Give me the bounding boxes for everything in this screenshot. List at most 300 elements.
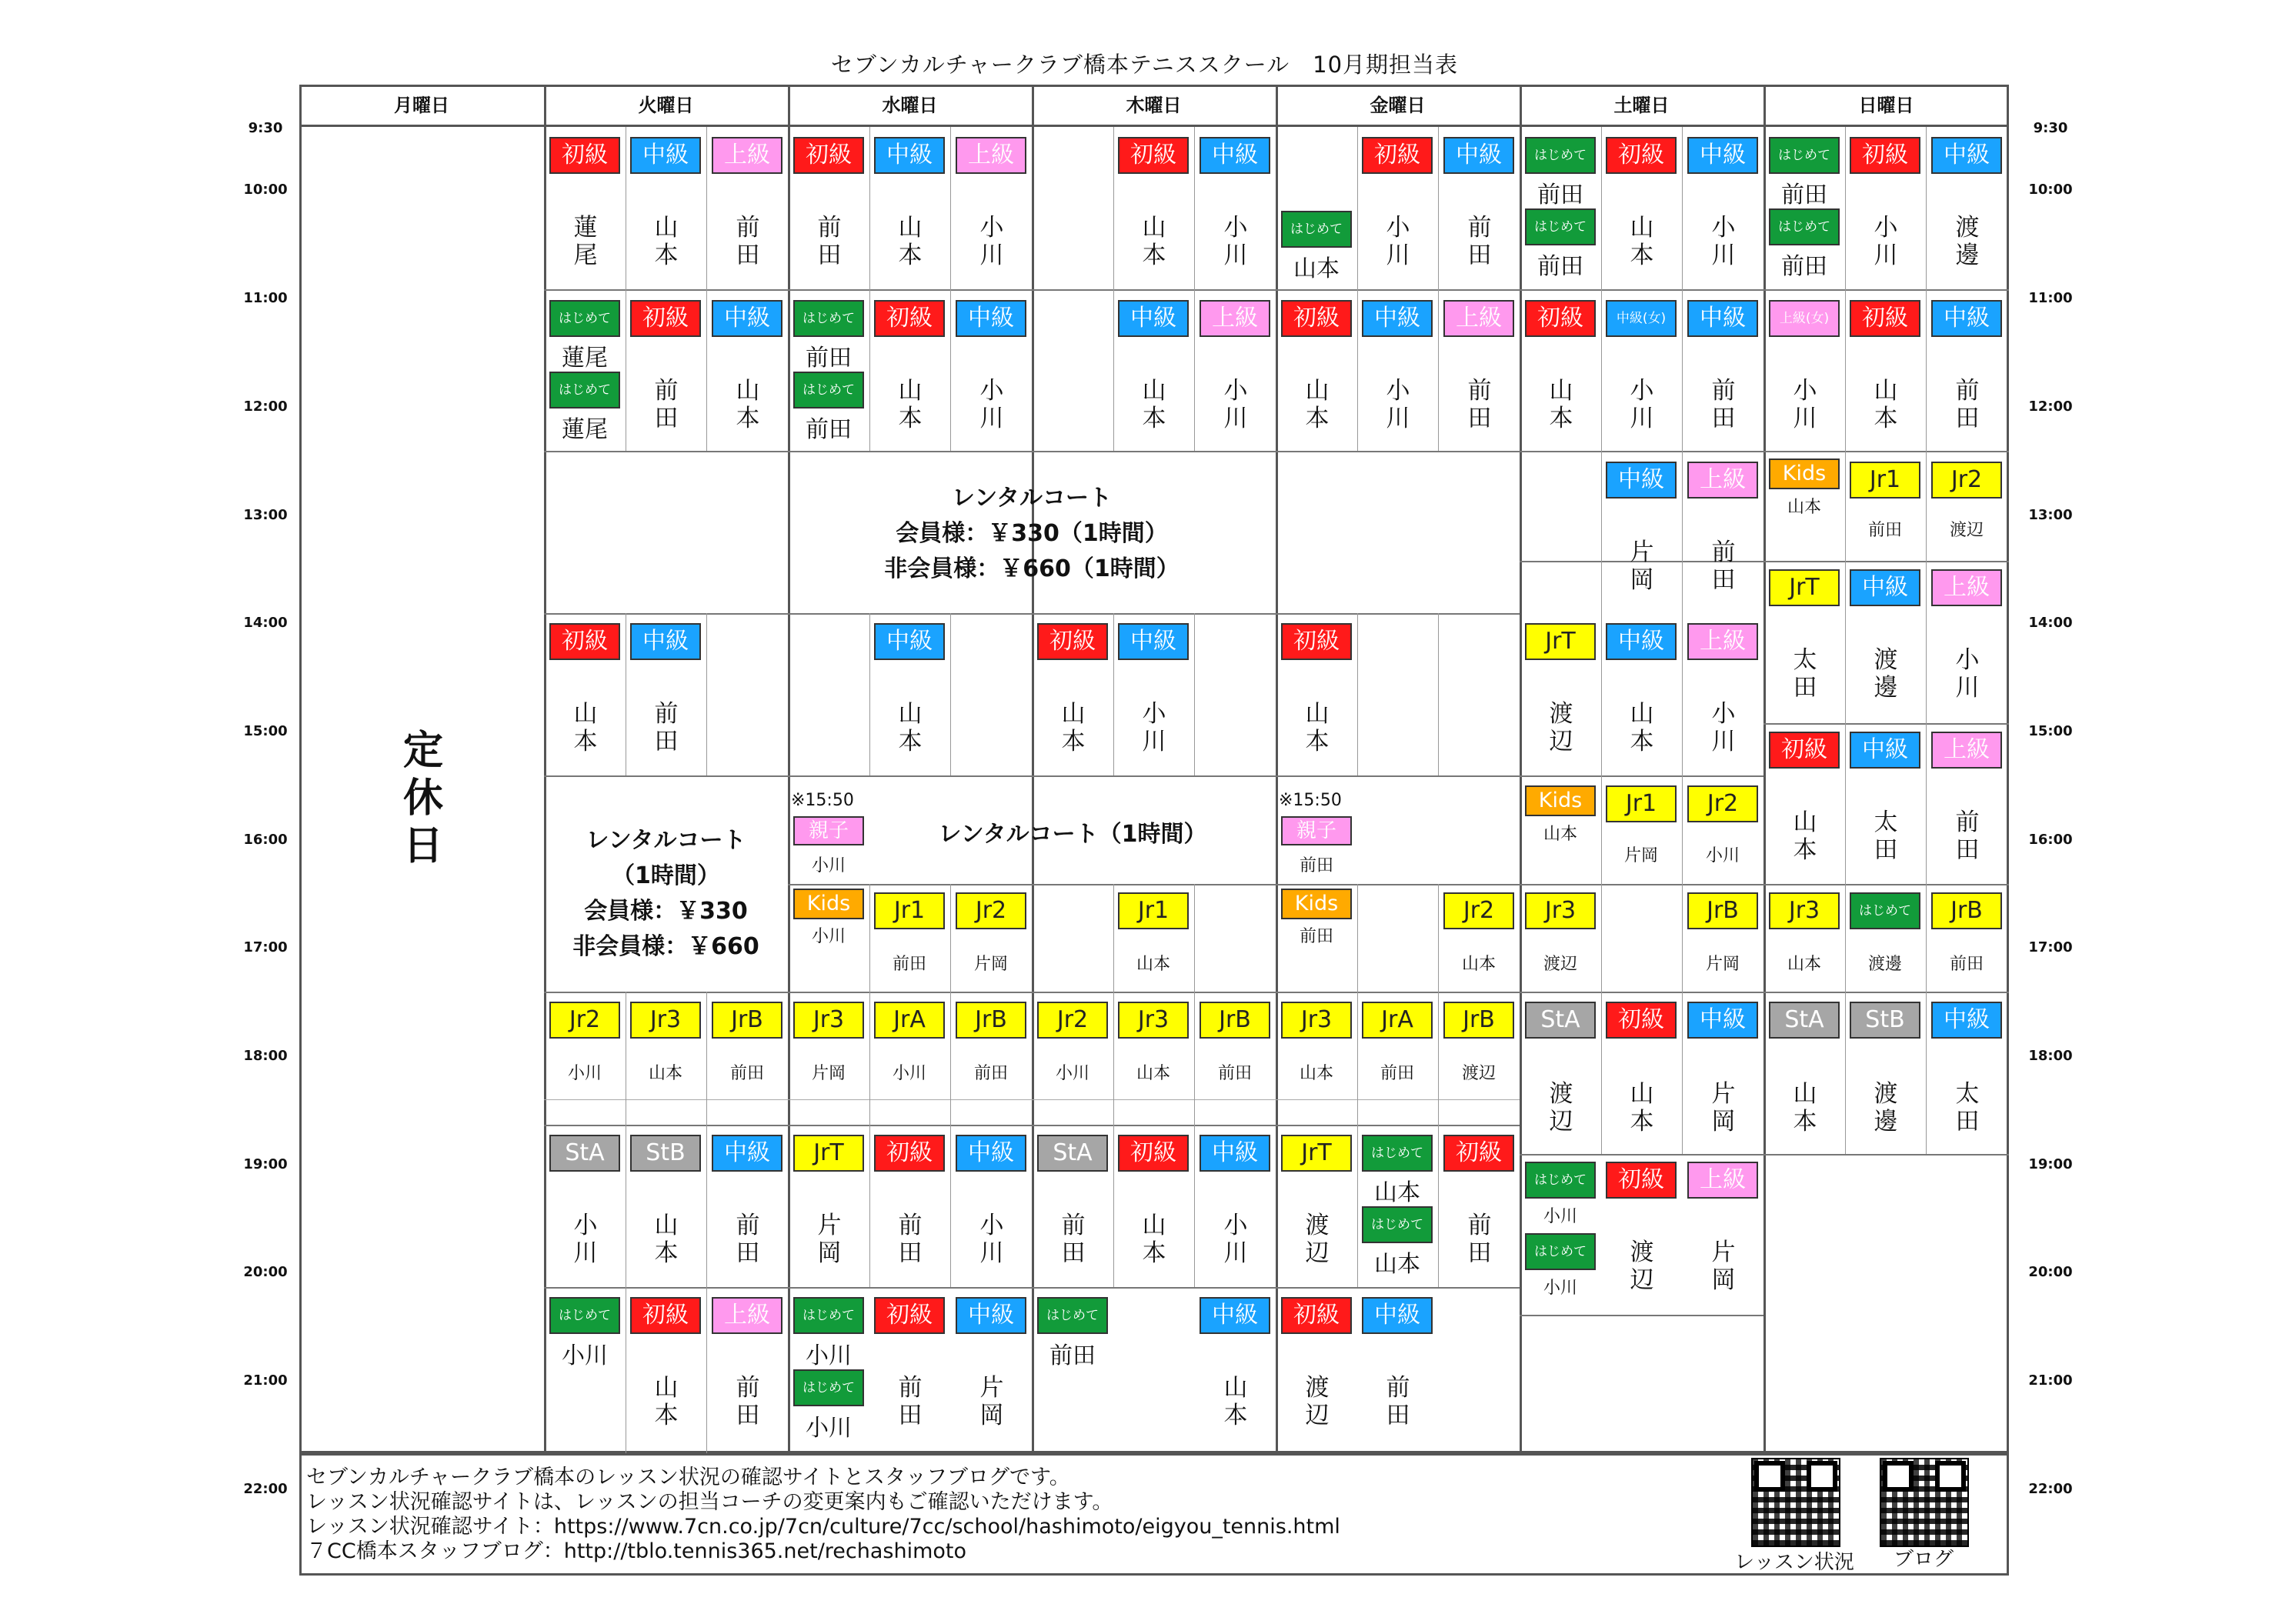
class-badge: 上級 [1687, 1162, 1758, 1199]
divider [1520, 1154, 2009, 1155]
class-badge: Jr2 [549, 1002, 620, 1039]
class-badge: 上級 [956, 137, 1026, 174]
coach-name: 山本 [648, 1064, 682, 1083]
footer-link-blog[interactable]: ７CC橋本スタッフブログ：http://tblo.tennis365.net/rechashimoto [306, 1539, 967, 1563]
class-badge: 中級 [1606, 623, 1677, 660]
class-badge: はじめて [1281, 211, 1352, 248]
time-label: 13:00 [243, 507, 288, 523]
class-badge: 初級 [549, 623, 620, 660]
class-badge: はじめて [793, 1297, 864, 1334]
class-badge: 中級 [1687, 1002, 1758, 1039]
time-label: 15:00 [243, 723, 288, 739]
class-badge: 中級 [1200, 1135, 1270, 1172]
class-badge: JrB [712, 1002, 782, 1039]
coach-name: 小川 [1223, 377, 1248, 432]
coach-name: 前田 [817, 214, 842, 269]
class-badge: JrT [1525, 623, 1596, 660]
coach-name: 前田 [729, 1064, 764, 1083]
coach-name: 山本 [1061, 700, 1086, 755]
qr-label-blog: ブログ [1893, 1548, 1954, 1571]
time-label: 17:00 [2028, 939, 2073, 955]
class-badge: はじめて [549, 300, 620, 337]
rental-court-monday [544, 823, 788, 965]
coach-name: 前田 [806, 345, 852, 372]
time-label: 21:00 [2028, 1372, 2073, 1389]
coach-name: 小川 [979, 1212, 1004, 1267]
coach-name: 小川 [811, 927, 846, 946]
divider [544, 1125, 1520, 1126]
class-badge: はじめて [1362, 1206, 1433, 1243]
class-badge: はじめて [549, 372, 620, 409]
coach-name: 小川 [1386, 377, 1410, 432]
class-badge: 中級 [1931, 1002, 2002, 1039]
coach-name: 山本 [1136, 1064, 1170, 1083]
class-badge: はじめて [793, 1369, 864, 1406]
class-badge: Jr2 [1687, 785, 1758, 822]
coach-name: 山本 [1630, 1080, 1654, 1135]
coach-name: 前田 [806, 416, 852, 443]
class-badge: はじめて [1525, 208, 1596, 245]
class-badge: 初級 [1281, 300, 1352, 337]
rental-nonmember-price: 非会員様：￥660（1時間） [884, 555, 1180, 582]
coach-name: 渡辺 [1549, 700, 1573, 755]
class-badge: 初級 [1037, 623, 1108, 660]
class-badge: JrB [1687, 892, 1758, 929]
class-badge: 上級 [1687, 623, 1758, 660]
rental-title: レンタルコート [951, 485, 1113, 512]
class-badge: 中級 [1200, 137, 1270, 174]
class-badge: 中級 [1687, 137, 1758, 174]
class-badge: 中級 [874, 137, 945, 174]
coach-name: 小川 [567, 1064, 602, 1083]
coach-name: 前田 [736, 1374, 760, 1429]
page-title: セブンカルチャークラブ橋本テニススクール 10月期担当表 [830, 52, 1459, 78]
class-badge: Jr3 [1769, 892, 1840, 929]
class-badge: 中級 [1931, 300, 2002, 337]
coach-name: 小川 [1705, 846, 1740, 865]
class-badge: 中級 [1118, 300, 1189, 337]
day-header-mon: 月曜日 [299, 85, 544, 127]
divider [1520, 561, 2009, 562]
class-badge: 中級 [1931, 137, 2002, 174]
class-badge: 初級 [549, 137, 620, 174]
class-badge: 初級 [1850, 300, 1920, 337]
class-badge: 中級 [712, 300, 782, 337]
class-badge: 上級 [1931, 732, 2002, 769]
coach-name: 小川 [1223, 1212, 1248, 1267]
rental-member-price: 会員様：￥330（1時間） [896, 520, 1168, 547]
coach-name: 前田 [1386, 1374, 1410, 1429]
coach-name: 蓮尾 [562, 345, 608, 372]
divider [299, 1453, 2009, 1456]
coach-name: 前田 [1380, 1064, 1414, 1083]
coach-name: 前田 [1711, 377, 1736, 432]
class-badge: 上級 [1200, 300, 1270, 337]
divider [1520, 775, 1763, 777]
coach-name: 山本 [1793, 1080, 1817, 1135]
time-label: 22:00 [243, 1481, 288, 1497]
coach-name: 前田 [892, 955, 926, 974]
coach-name: 前田 [1299, 927, 1333, 946]
coach-name: 渡邊 [1867, 955, 1902, 974]
time-note: ※15:50 [791, 791, 854, 810]
class-badge: Jr3 [1525, 892, 1596, 929]
class-badge: 中級 [874, 623, 945, 660]
class-badge: JrA [1362, 1002, 1433, 1039]
class-badge: 上級(女) [1769, 300, 1840, 337]
divider [544, 775, 1520, 777]
class-badge: Jr1 [1118, 892, 1189, 929]
class-badge: Jr3 [630, 1002, 701, 1039]
coach-name: 山本 [898, 214, 923, 269]
coach-name: 蓮尾 [573, 214, 598, 269]
day-header-tue: 火曜日 [544, 85, 788, 127]
day-header-sat: 土曜日 [1520, 85, 1763, 127]
coach-name: 山本 [736, 377, 760, 432]
coach-name: 山本 [1543, 825, 1577, 844]
coach-name: 前田 [1299, 856, 1333, 875]
class-badge: 中級 [1687, 300, 1758, 337]
time-note: ※15:50 [1279, 791, 1342, 810]
time-label: 20:00 [2028, 1264, 2073, 1280]
time-label: 9:30 [248, 120, 283, 136]
time-label: 12:00 [243, 398, 288, 415]
coach-name: 前田 [1467, 377, 1492, 432]
coach-name: 前田 [736, 214, 760, 269]
coach-name: 渡辺 [1549, 1080, 1573, 1135]
qr-code-blog-icon[interactable] [1880, 1458, 1969, 1547]
closed-day-label: 定休日 [403, 728, 444, 869]
class-badge: 親子 [1281, 816, 1352, 845]
class-badge: 中級 [630, 137, 701, 174]
class-badge: 中級 [1118, 623, 1189, 660]
divider [544, 289, 2009, 291]
day-header-fri: 金曜日 [1276, 85, 1520, 127]
class-badge: JrT [1769, 569, 1840, 606]
rental-nonmember-price: 非会員様：￥660 [572, 933, 759, 960]
time-label: 20:00 [243, 1264, 288, 1280]
footer-link-lesson[interactable]: レッスン状況確認サイト：https://www.7cn.co.jp/7cn/culture/7cc/school/hashimoto/eigyou_tennis.html [306, 1515, 1340, 1539]
class-badge: はじめて [793, 300, 864, 337]
coach-name: 小川 [979, 214, 1004, 269]
class-badge: JrB [956, 1002, 1026, 1039]
coach-name: 小川 [1543, 1207, 1577, 1226]
coach-name: 前田 [654, 700, 679, 755]
day-header-wed: 水曜日 [788, 85, 1032, 127]
coach-name: 片岡 [1630, 539, 1654, 594]
divider [544, 613, 1520, 615]
time-label: 17:00 [243, 939, 288, 955]
coach-name: 片岡 [979, 1374, 1004, 1429]
class-badge: Jr3 [1281, 1002, 1352, 1039]
class-badge: Jr1 [1850, 462, 1920, 499]
coach-name: 小川 [1874, 214, 1898, 269]
class-badge: 上級 [712, 1297, 782, 1334]
coach-name: 小川 [979, 377, 1004, 432]
class-badge: StA [1525, 1002, 1596, 1039]
coach-name: 山本 [1787, 955, 1821, 974]
coach-name: 渡邊 [1955, 214, 1980, 269]
coach-name: 太田 [1874, 809, 1898, 864]
coach-name: 前田 [1949, 955, 1984, 974]
class-badge: 親子 [793, 816, 864, 845]
class-badge: 初級 [874, 1297, 945, 1334]
coach-name: 片岡 [811, 1064, 846, 1083]
class-badge: 初級 [1362, 137, 1433, 174]
coach-name: 山本 [1142, 1212, 1166, 1267]
coach-name: 蓮尾 [562, 416, 608, 443]
class-badge: 中級 [712, 1135, 782, 1172]
coach-name: 渡邊 [1874, 1080, 1898, 1135]
coach-name: 小川 [892, 1064, 926, 1083]
rental-title: レンタルコート [586, 827, 746, 854]
coach-name: 前田 [1955, 809, 1980, 864]
coach-name: 山本 [573, 700, 598, 755]
class-badge: Jr3 [1118, 1002, 1189, 1039]
class-badge: 中級 [1443, 137, 1514, 174]
coach-name: 小川 [573, 1212, 598, 1267]
coach-name: 片岡 [817, 1212, 842, 1267]
coach-name: 小川 [1223, 214, 1248, 269]
coach-name: 前田 [1711, 539, 1736, 594]
coach-name: 小川 [1711, 214, 1736, 269]
coach-name: 前田 [1781, 253, 1827, 280]
class-badge: 初級 [793, 137, 864, 174]
coach-name: 山本 [1305, 377, 1330, 432]
class-badge: 中級 [1362, 300, 1433, 337]
coach-name: 山本 [1630, 214, 1654, 269]
class-badge: 上級 [1687, 462, 1758, 499]
coach-name: 前田 [736, 1212, 760, 1267]
coach-name: 山本 [1305, 700, 1330, 755]
rental-sub: （1時間） [612, 862, 720, 889]
time-label: 12:00 [2028, 398, 2073, 415]
coach-name: 片岡 [1711, 1080, 1736, 1135]
coach-name: 山本 [654, 1374, 679, 1429]
class-badge: 初級 [874, 300, 945, 337]
class-badge: 上級 [1443, 300, 1514, 337]
coach-name: 山本 [898, 700, 923, 755]
time-label: 14:00 [2028, 615, 2073, 631]
coach-name: 小川 [806, 1415, 852, 1442]
coach-name: 山本 [1874, 377, 1898, 432]
coach-name: 前田 [1537, 182, 1583, 208]
class-badge: Jr2 [956, 892, 1026, 929]
class-badge: 初級 [1769, 732, 1840, 769]
coach-name: 山本 [1461, 955, 1496, 974]
class-badge: 初級 [1606, 137, 1677, 174]
qr-label-lesson: レッスン状況 [1734, 1551, 1854, 1574]
class-badge: 初級 [1281, 1297, 1352, 1334]
time-label: 16:00 [2028, 832, 2073, 848]
coach-name: 小川 [1386, 214, 1410, 269]
class-badge: はじめて [549, 1297, 620, 1334]
class-badge: はじめて [1362, 1135, 1433, 1172]
divider [544, 1287, 1520, 1289]
class-badge: 中級 [1850, 732, 1920, 769]
class-badge: StA [1769, 1002, 1840, 1039]
coach-name: 山本 [654, 214, 679, 269]
coach-name: 太田 [1793, 646, 1817, 702]
coach-name: 小川 [562, 1342, 608, 1369]
coach-name: 渡辺 [1543, 955, 1577, 974]
coach-name: 小川 [806, 1342, 852, 1369]
coach-name: 山本 [1630, 700, 1654, 755]
coach-name: 渡辺 [1949, 521, 1984, 540]
coach-name: 小川 [1630, 377, 1654, 432]
coach-name: 前田 [654, 377, 679, 432]
coach-name: 小川 [1142, 700, 1166, 755]
rental-court-afternoon: レンタルコート（1時間） [938, 821, 1207, 848]
class-badge: Kids [793, 889, 864, 919]
coach-name: 山本 [1136, 955, 1170, 974]
time-label: 19:00 [2028, 1156, 2073, 1172]
coach-name: 片岡 [1705, 955, 1740, 974]
coach-name: 山本 [1787, 498, 1821, 517]
coach-name: 山本 [898, 377, 923, 432]
footer-info [306, 1466, 1340, 1564]
class-badge: 上級 [712, 137, 782, 174]
time-label: 11:00 [243, 290, 288, 306]
time-label: 11:00 [2028, 290, 2073, 306]
coach-name: 前田 [1955, 377, 1980, 432]
coach-name: 渡辺 [1461, 1064, 1496, 1083]
coach-name: 前田 [1049, 1342, 1096, 1369]
class-badge: StA [549, 1135, 620, 1172]
rental-member-price: 会員様：￥330 [584, 898, 748, 925]
class-badge: はじめて [1037, 1297, 1108, 1334]
coach-name: 山本 [1793, 809, 1817, 864]
coach-name: 前田 [898, 1374, 923, 1429]
class-badge: 初級 [1606, 1002, 1677, 1039]
divider [544, 1099, 1520, 1100]
class-badge: はじめて [1769, 137, 1840, 174]
coach-name: 前田 [1467, 214, 1492, 269]
class-badge: JrB [1931, 892, 2002, 929]
class-badge: 中級 [630, 623, 701, 660]
class-badge: 初級 [1525, 300, 1596, 337]
divider [1763, 723, 2009, 725]
divider [544, 992, 2009, 993]
coach-name: 前田 [898, 1212, 923, 1267]
coach-name: 小川 [1955, 646, 1980, 702]
class-badge: 初級 [1118, 137, 1189, 174]
coach-name: 山本 [1374, 1251, 1420, 1278]
class-badge: はじめて [1850, 892, 1920, 929]
coach-name: 小川 [1711, 700, 1736, 755]
footer-line: レッスン状況確認サイトは、レッスンの担当コーチの変更案内もご確認いただけます。 [306, 1490, 1113, 1514]
class-badge: Kids [1525, 785, 1596, 816]
time-label: 14:00 [243, 615, 288, 631]
class-badge: Kids [1769, 459, 1840, 489]
class-badge: 上級 [1931, 569, 2002, 606]
divider [544, 451, 2009, 452]
coach-name: 片岡 [1623, 846, 1658, 865]
divider [788, 884, 2009, 885]
class-badge: はじめて [1525, 1162, 1596, 1199]
footer-line: セブンカルチャークラブ橋本のレッスン状況の確認サイトとスタッフブログです。 [306, 1466, 1070, 1489]
class-badge: 初級 [1850, 137, 1920, 174]
class-badge: JrT [1281, 1135, 1352, 1172]
class-badge: Jr2 [1931, 462, 2002, 499]
time-label: 13:00 [2028, 507, 2073, 523]
class-badge: 中級(女) [1606, 300, 1677, 337]
time-label: 18:00 [243, 1048, 288, 1064]
time-label: 18:00 [2028, 1048, 2073, 1064]
day-header-sun: 日曜日 [1763, 85, 2009, 127]
class-badge: 中級 [956, 1135, 1026, 1172]
class-badge: はじめて [1525, 137, 1596, 174]
time-label: 21:00 [243, 1372, 288, 1389]
coach-name: 山本 [1223, 1374, 1248, 1429]
class-badge: 初級 [630, 300, 701, 337]
coach-name: 渡辺 [1630, 1239, 1654, 1294]
class-badge: Jr3 [793, 1002, 864, 1039]
class-badge: Jr2 [1443, 892, 1514, 929]
divider [299, 1573, 2009, 1576]
coach-name: 片岡 [1711, 1239, 1736, 1294]
coach-name: 山本 [1299, 1064, 1333, 1083]
coach-name: 前田 [1867, 521, 1902, 540]
coach-name: 山本 [1374, 1179, 1420, 1206]
coach-name: 山本 [654, 1212, 679, 1267]
coach-name: 小川 [1793, 377, 1817, 432]
coach-name: 太田 [1955, 1080, 1980, 1135]
day-header-thu: 木曜日 [1032, 85, 1276, 127]
class-badge: 初級 [1443, 1135, 1514, 1172]
coach-name: 前田 [1781, 182, 1827, 208]
class-badge: 初級 [1606, 1162, 1677, 1199]
class-badge: StB [630, 1135, 701, 1172]
time-label: 10:00 [243, 182, 288, 198]
coach-name: 山本 [1293, 255, 1340, 282]
class-badge: 中級 [1200, 1297, 1270, 1334]
time-label: 19:00 [243, 1156, 288, 1172]
coach-name: 前田 [1467, 1212, 1492, 1267]
rental-court-midday [544, 481, 1520, 587]
coach-name: 小川 [1543, 1279, 1577, 1298]
class-badge: はじめて [1525, 1233, 1596, 1270]
coach-name: 渡辺 [1305, 1212, 1330, 1267]
coach-name: 小川 [1055, 1064, 1089, 1083]
class-badge: はじめて [1769, 208, 1840, 245]
coach-name: 前田 [1537, 253, 1583, 280]
coach-name: 山本 [1549, 377, 1573, 432]
coach-name: 片岡 [973, 955, 1008, 974]
coach-name: 前田 [1217, 1064, 1252, 1083]
coach-name: 前田 [973, 1064, 1008, 1083]
class-badge: StA [1037, 1135, 1108, 1172]
class-badge: JrB [1443, 1002, 1514, 1039]
coach-name: 渡邊 [1874, 646, 1898, 702]
class-badge: Jr1 [1606, 785, 1677, 822]
class-badge: 初級 [1118, 1135, 1189, 1172]
coach-name: 渡辺 [1305, 1374, 1330, 1429]
qr-code-lesson-icon[interactable] [1751, 1458, 1840, 1547]
class-badge: 中級 [1606, 462, 1677, 499]
class-badge: 初級 [1281, 623, 1352, 660]
time-label: 10:00 [2028, 182, 2073, 198]
time-label: 9:30 [2033, 120, 2068, 136]
class-badge: Jr2 [1037, 1002, 1108, 1039]
class-badge: Kids [1281, 889, 1352, 919]
time-label: 15:00 [2028, 723, 2073, 739]
class-badge: 中級 [1362, 1297, 1433, 1334]
class-badge: 中級 [1850, 569, 1920, 606]
class-badge: JrB [1200, 1002, 1270, 1039]
class-badge: 初級 [630, 1297, 701, 1334]
divider [1520, 1315, 1763, 1316]
